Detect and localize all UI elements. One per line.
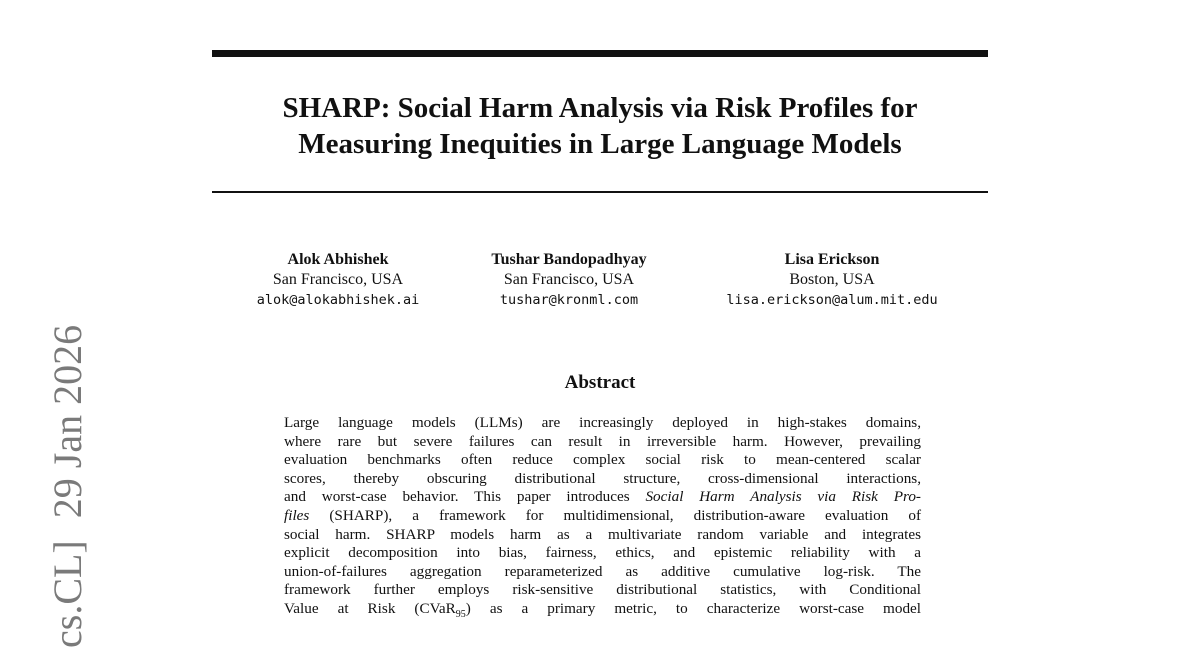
abstract-italic-text: Social Harm Analysis via Risk Pro- bbox=[645, 488, 921, 506]
author-name: Tushar Bandopadhyay bbox=[491, 251, 647, 268]
abstract-line: Large language models (LLMs) are increasingly deployed in high-stakes domains, bbox=[284, 414, 921, 431]
author-affiliation: San Francisco, USA bbox=[503, 271, 635, 288]
abstract-body bbox=[284, 414, 921, 619]
author-email[interactable]: tushar@kronml.com bbox=[499, 292, 639, 308]
abstract-line bbox=[284, 600, 921, 619]
arxiv-date: 29 Jan 2026 bbox=[45, 324, 90, 519]
author-3 bbox=[696, 250, 968, 310]
arxiv-category: cs.CL] bbox=[45, 540, 90, 648]
abstract-text: Value at Risk (CVaR bbox=[284, 599, 456, 617]
abstract-line: social harm. SHARP models harm as a multivariate random variable and integrates bbox=[284, 525, 921, 543]
title-bottom-rule bbox=[212, 191, 988, 193]
abstract-line: framework further employs risk-sensitive distributional statistics, with Conditional bbox=[284, 581, 921, 599]
author-affiliation: Boston, USA bbox=[789, 271, 875, 288]
author-name: Lisa Erickson bbox=[784, 251, 880, 268]
abstract-line bbox=[284, 488, 921, 507]
abstract-subscript: 95 bbox=[455, 608, 466, 620]
title-line-2: Measuring Inequities in Large Language Models bbox=[298, 128, 902, 160]
abstract-text: and worst-case behavior. This paper introduces bbox=[284, 488, 646, 506]
title-line-1: SHARP: Social Harm Analysis via Risk Profiles for bbox=[282, 92, 918, 124]
abstract-line: where rare but severe failures can result in irreversible harm. However, prevailing bbox=[284, 432, 921, 450]
abstract-text: (SHARP), a framework for multidimensional, distribution-aware evaluation of bbox=[309, 506, 921, 524]
author-affiliation: San Francisco, USA bbox=[272, 271, 404, 288]
author-name: Alok Abhishek bbox=[287, 251, 389, 268]
author-email[interactable]: alok@alokabhishek.ai bbox=[256, 292, 420, 308]
abstract-line: evaluation benchmarks often reduce complex social risk to mean-centered scalar bbox=[284, 451, 921, 469]
abstract-text: ) as a primary metric, to characterize worst-case model bbox=[465, 599, 921, 617]
abstract-line bbox=[284, 507, 921, 526]
author-1 bbox=[232, 250, 444, 310]
arxiv-side-stamp bbox=[45, 324, 90, 648]
abstract-heading: Abstract bbox=[564, 372, 636, 393]
paper-title bbox=[212, 90, 988, 162]
author-2 bbox=[464, 250, 674, 310]
author-block bbox=[212, 250, 988, 320]
abstract-italic-text: files bbox=[284, 506, 310, 524]
title-top-rule bbox=[212, 50, 988, 57]
abstract-line: union-of-failures aggregation reparameterized as additive cumulative log-risk. The bbox=[284, 562, 921, 580]
author-email[interactable]: lisa.erickson@alum.mit.edu bbox=[726, 292, 938, 308]
abstract-line: scores, thereby obscuring distributional structure, cross-dimensional interactions, bbox=[284, 469, 921, 487]
abstract-line: explicit decomposition into bias, fairness, ethics, and epistemic reliability with a bbox=[284, 544, 921, 562]
